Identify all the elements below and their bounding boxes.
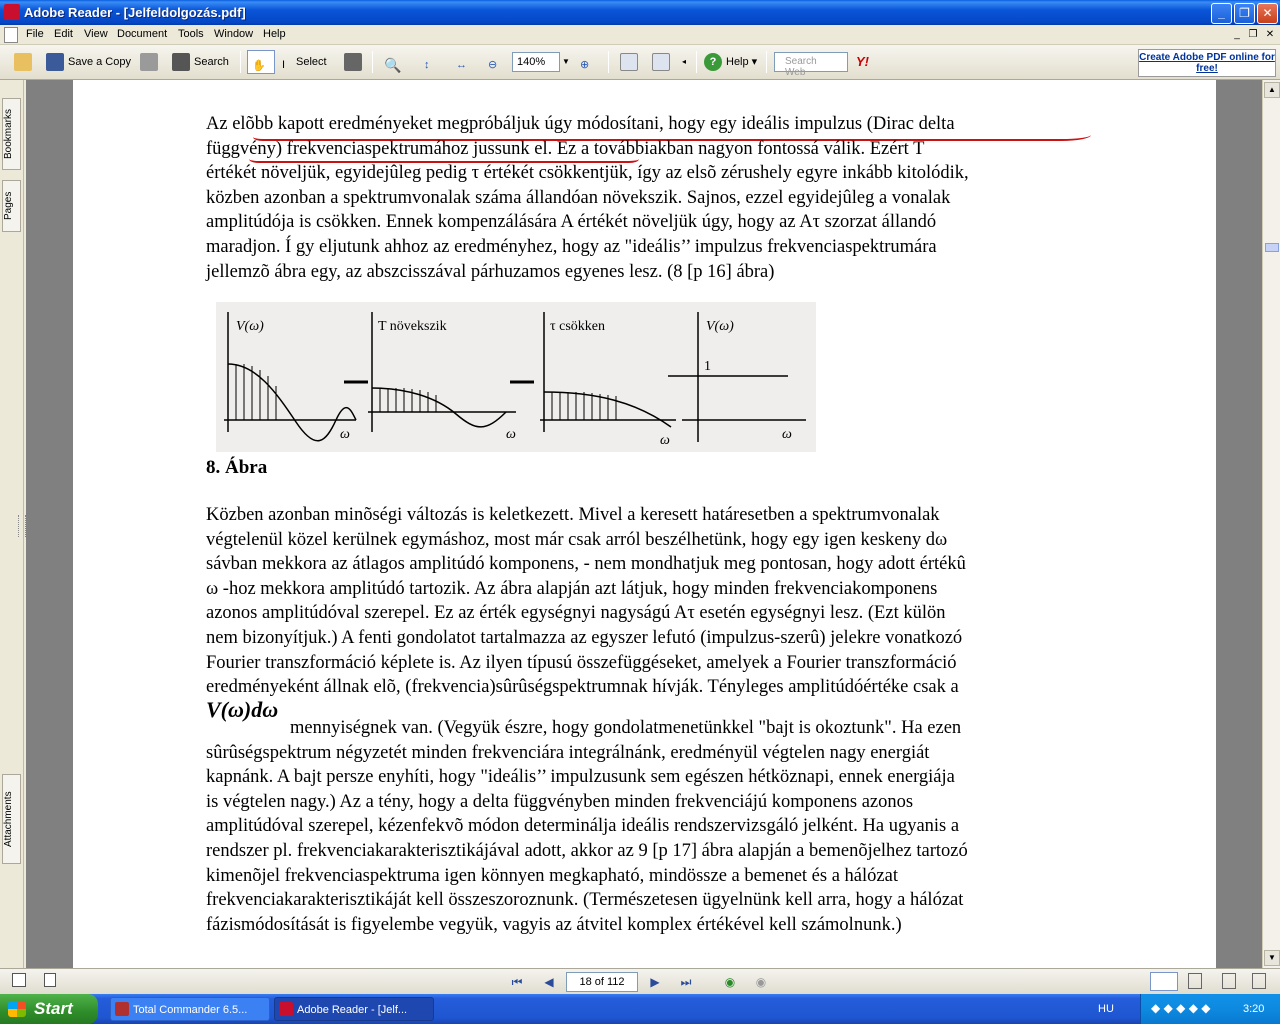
adobe-reader-task-icon [279, 1002, 293, 1016]
figure-caption: 8. Ábra [206, 457, 268, 478]
last-page-button[interactable]: ⏭ [680, 975, 692, 989]
folder-icon [14, 53, 32, 71]
text-line: sûrûségspektrum négyzetét minden frekvenciára integrálnánk, eredményül végtelen nagy energiát [206, 742, 930, 763]
menu-help[interactable]: Help [263, 28, 286, 40]
text-line: eredményeként állnak elõ, (frekvencia)sûrûségspektrumnak hívják. Tényleges amplitúdóértéke csak a [206, 677, 959, 698]
text-line: is végtelen nagy.) Az a tény, hogy a delta függvényben minden frekvenciájú komponens azonos [206, 791, 914, 812]
page-layout-button[interactable] [652, 50, 674, 74]
start-label: Start [34, 999, 73, 1018]
menu-view[interactable]: View [84, 28, 108, 40]
fit-height-icon: ↕ [424, 59, 430, 72]
printer-icon [140, 53, 158, 71]
pages-tab[interactable]: Pages [2, 180, 21, 232]
help-icon: ? [704, 53, 722, 71]
text-line: mennyiségnek van. (Vegyük észre, hogy gondolatmenetünkkel "bajt is okoztunk". Ha ezen [290, 718, 962, 738]
facing-view-button[interactable] [1222, 973, 1236, 989]
task-label: Total Commander 6.5... [133, 1004, 248, 1016]
system-tray [1140, 994, 1280, 1024]
hand-icon: ✋ [252, 60, 266, 73]
text-line: ω -hoz mekkora amplitúdó tartozik. Az ábra alapján azt látjuk, hogy minden frekvenciakomponens [206, 578, 938, 599]
zoom-out-button[interactable] [488, 50, 510, 74]
total-commander-icon [115, 1002, 129, 1016]
zoom-tool-button[interactable] [384, 50, 406, 74]
doc-restore-button[interactable]: ❐ [1248, 29, 1258, 40]
next-page-button[interactable]: ▶ [650, 975, 660, 989]
adobe-reader-icon [4, 4, 20, 20]
figure-omega-2: ω [506, 427, 516, 442]
task-total-commander[interactable] [110, 997, 270, 1021]
text-line: sávban mekkora az átlagos amplitúdó komponens, - nem mondhatjuk meg pontosan, hogy adott értékû [206, 554, 966, 575]
menu-tools[interactable]: Tools [178, 28, 204, 40]
text-line: értékét növeljük, egyidejûleg pedig τ értékét csökkentjük, így az elsõ zérushely egyre inkább kitolódik, [206, 163, 969, 184]
hand-tool-button[interactable] [247, 50, 275, 74]
text-line: jellemzõ ábra egy, az abszcisszával párhuzamos egyenes lesz. (8 [p 16] ábra) [206, 261, 775, 282]
fit-width-icon: ↔ [456, 59, 467, 72]
tray-icons[interactable]: ◆ ◆ ◆ ◆ ◆ [1151, 1001, 1211, 1015]
select-tool-button[interactable] [282, 50, 327, 74]
figure-label-v-omega-2: V(ω) [706, 319, 734, 334]
print-button[interactable] [140, 50, 162, 74]
menu-document[interactable]: Document [117, 28, 168, 40]
panel-toggle-icon[interactable] [12, 973, 26, 987]
single-page-view-button[interactable] [1150, 972, 1178, 991]
zoom-in-icon: ⊕ [580, 59, 590, 72]
zoom-in-button[interactable] [580, 50, 602, 74]
go-back-button[interactable]: ◉ [724, 975, 736, 989]
page-number-input[interactable]: 18 of 112 [566, 972, 638, 992]
window-title: Adobe Reader - [Jelfeldolgozás.pdf] [24, 5, 246, 20]
continuous-facing-view-button[interactable] [1252, 973, 1266, 989]
document-menu-icon[interactable] [4, 27, 18, 43]
text-line: frekvenciakarakterisztikáját kell összeszoroznunk. (Természetesen ügyelnünk kell arra, hogy a hálózat [206, 890, 964, 911]
fit-width-button[interactable] [456, 50, 478, 74]
open-button[interactable] [14, 50, 36, 74]
zoom-out-icon: ⊖ [488, 59, 498, 72]
text-line: amplitúdóval szerepel, kézenfekvõ módon determinálja ideális rendszervizsgáló jelként. Ha ugyanis a [206, 816, 960, 837]
text-line: közben azonban a spektrumvonalak száma állandóan növekszik. Sajnos, ezzel egyidejûleg a vonalak [206, 187, 951, 208]
scroll-thumb[interactable] [1265, 243, 1279, 252]
disk-icon [46, 53, 64, 71]
menu-bar [0, 25, 1280, 45]
status-bar [0, 968, 1280, 994]
page-rotate-icon [620, 53, 638, 71]
text-line: Az elõbb kapott eredményeket megpróbáljuk úgy módosítani, hogy egy ideális impulzus (Dirac delta [206, 114, 955, 134]
text-line: Fourier transzformáció képlete is. Az ilyen típusú összefüggéseket, amelyek a Fourier transzformáció [206, 652, 957, 673]
help-button[interactable]: ? Help ▾ [704, 50, 757, 74]
paragraph-2 [206, 503, 1066, 700]
figure-8 [216, 302, 816, 452]
save-copy-button[interactable] [46, 50, 131, 74]
bookmarks-tab[interactable]: Bookmarks [2, 98, 21, 170]
create-pdf-link[interactable]: Create Adobe PDF online for free! [1138, 49, 1276, 77]
text-line: kapnánk. A bajt persze enyhíti, hogy "ideális’’ impulzusunk sem egészen hétköznapi, ennek energiája [206, 767, 955, 788]
task-label: Adobe Reader - [Jelf... [297, 1004, 408, 1016]
scroll-down-arrow[interactable]: ▼ [1264, 950, 1280, 966]
actual-size-button[interactable] [424, 50, 446, 74]
scroll-up-arrow[interactable]: ▲ [1264, 82, 1280, 98]
pdf-page [73, 80, 1216, 968]
save-copy-label: Save a Copy [68, 56, 131, 68]
magnifier-icon: 🔍 [384, 57, 402, 74]
figure-label-t-novekszik: T növekszik [378, 319, 447, 334]
zoom-input[interactable]: 140% [512, 52, 560, 72]
paragraph-1 [206, 112, 1066, 284]
taskbar [0, 994, 1280, 1024]
text-line: kimenõjel frekvenciaspektruma igen könnyen megkapható, mindössze a bemenet és a hálózat [206, 865, 898, 886]
paragraph-3 [206, 716, 1066, 937]
text-line: végtelenül közel kerülnek egymáshoz, most már csak arról beszélhetünk, hogy egy igen keskeny dω [206, 529, 948, 550]
maximize-button[interactable]: ❐ [1234, 3, 1255, 24]
select-label: Select [296, 56, 327, 68]
text-line: Közben azonban minõségi változás is keletkezett. Mivel a keresett határesetben a spektrumvonalak [206, 505, 940, 525]
formula-v-omega-d-omega: V(ω)dω [206, 697, 279, 722]
text-line: fázismódosítását is figyelembe vegyük, vagyis az átvitel komplex értékével kell számolnunk.) [206, 914, 902, 935]
start-button[interactable] [0, 994, 98, 1024]
panel-resize-grip[interactable] [18, 515, 26, 537]
page-layout-icon [652, 53, 670, 71]
figure-one-label: 1 [704, 359, 711, 374]
menu-edit[interactable]: Edit [54, 28, 73, 40]
document-workspace [26, 80, 1262, 968]
first-page-button[interactable]: ⏮ [511, 975, 523, 989]
doc-minimize-button[interactable]: _ [1234, 29, 1240, 40]
text-line: azonos amplitúdóval szerepel. Ez az érték egységnyi nagyságú Aτ esetén egységnyi lesz. (Ezt külön [206, 603, 946, 624]
zoom-dropdown-button[interactable]: ▼ [562, 57, 570, 66]
figure-omega-1: ω [340, 427, 350, 442]
menu-file[interactable]: File [26, 28, 44, 40]
text-line: függvény) frekvenciaspektrumához jussunk el. Ez a továbbiakban nagyon fontossá válik. Ezért T [206, 138, 925, 159]
figure-label-v-omega: V(ω) [236, 319, 264, 334]
yahoo-icon[interactable]: Y! [856, 54, 869, 69]
previous-page-button[interactable]: ◀ [544, 975, 554, 989]
page-size-icon[interactable] [44, 973, 56, 987]
camera-icon [344, 53, 362, 71]
close-button[interactable]: ✕ [1257, 3, 1278, 24]
help-label: Help [726, 56, 749, 68]
vertical-scrollbar[interactable] [1262, 80, 1280, 968]
more-tools-button[interactable]: ◂ [682, 57, 687, 66]
binoculars-icon [172, 53, 190, 71]
rotate-button[interactable] [620, 50, 642, 74]
text-line: nem bizonyítjuk.) A fenti gondolatot tartalmazza az egyszer lefutó (impulzus-szerû) jelekre vonatkozó [206, 627, 963, 648]
windows-flag-icon [8, 1001, 26, 1017]
search-button[interactable] [172, 50, 229, 74]
figure-omega-4: ω [782, 427, 792, 442]
go-forward-button[interactable]: ◉ [755, 975, 767, 989]
attachments-tab[interactable]: Attachments [2, 774, 21, 864]
title-bar [0, 0, 1280, 25]
figure-label-tau-csokken: τ csökken [550, 319, 606, 334]
menu-window[interactable]: Window [214, 28, 254, 40]
text-cursor-icon: I [282, 59, 286, 72]
figure-omega-3: ω [660, 433, 670, 448]
clock: 3:20 [1243, 1003, 1265, 1015]
language-indicator[interactable]: HU [1098, 1003, 1114, 1015]
search-label: Search [194, 56, 229, 68]
text-line: amplitúdója is csökken. Ennek kompenzálására A értékét növeljük úgy, hogy az Aτ szorzat állandó [206, 212, 937, 233]
task-adobe-reader[interactable] [274, 997, 434, 1021]
minimize-button[interactable]: _ [1211, 3, 1232, 24]
toolbar [0, 45, 1280, 80]
snapshot-button[interactable] [344, 50, 366, 74]
search-web-input[interactable]: Search Web [774, 52, 848, 72]
text-line: maradjon. Í gy eljutunk ahhoz az eredményhez, hogy az "ideális’’ impulzus frekvenciaspektrumára [206, 236, 937, 257]
text-line: rendszer pl. frekvenciakarakterisztikájával adott, akkor az 9 [p 17] ábra alapján a bemenõjelhez tartozó [206, 840, 968, 861]
continuous-view-button[interactable] [1188, 973, 1202, 989]
doc-close-button[interactable]: ✕ [1265, 29, 1275, 40]
